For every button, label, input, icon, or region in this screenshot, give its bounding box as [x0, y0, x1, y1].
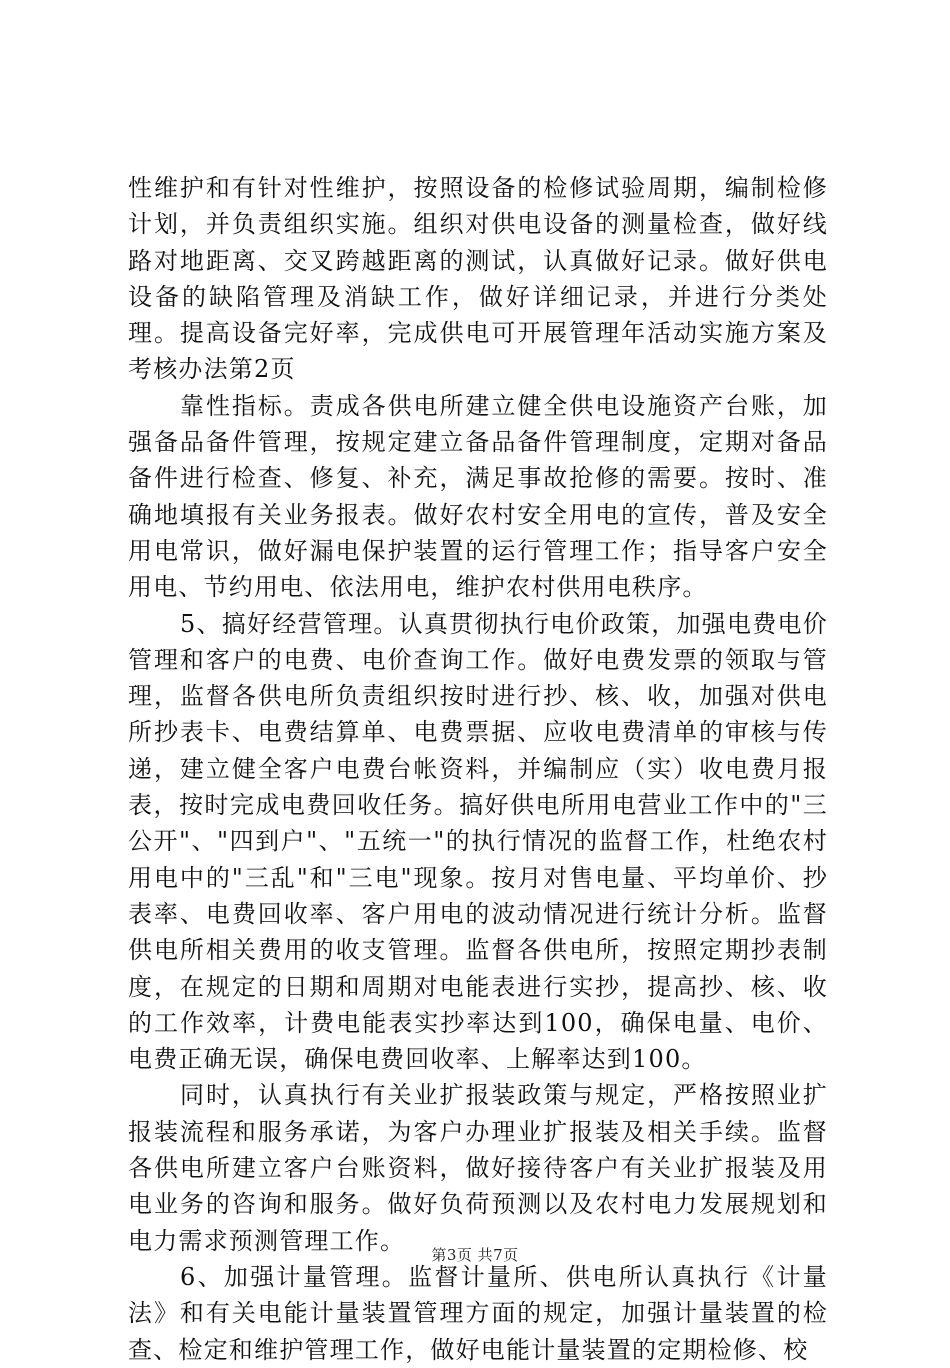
paragraph-1: 性维护和有针对性维护，按照设备的检修试验周期，编制检修计划，并负责组织实施。组织对供电设备的测量检查，做好线路对地距离、交叉跨越距离的测试，认真做好记录。做好供电设备的缺陷管理及消缺工作，做好详细记录，并进行分类处理。提高设备完好率，完成供电可开展管理年活动实施方案及考核办法第2页: [128, 174, 828, 384]
paragraph-3: 5、搞好经营管理。认真贯彻执行电价政策，加强电费电价管理和客户的电费、电价查询工作。做好电费发票的领取与管理，监督各供电所负责组织按时进行抄、核、收，加强对供电所抄表卡、电费结算单、电费票据、应收电费清单的审核与传递，建立健全客户电费台帐资料，并编制应（实）收电费月报表，按时完成电费回收任务。搞好供电所用电营业工作中的"三公开"、"四到户"、"五统一"的执行情况的监督工作，杜绝农村用电中的"三乱"和"三电"现象。按月对售电量、平均单价、抄表率、电费回收率、客户用电的波动情况进行统计分析。监督供电所相关费用的收支管理。监督各供电所，按照定期抄表制度，在规定的日期和周期对电能表进行实抄，提高抄、核、收的工作效率，计费电能表实抄率达到100，确保电量、电价、电费正确无误，确保电费回收率、上解率达到100。: [128, 609, 828, 1074]
paragraph-2: 靠性指标。责成各供电所建立健全供电设施资产台账，加强备品备件管理，按规定建立备品备件管理制度，定期对备品备件进行检查、修复、补充，满足事故抢修的需要。按时、准确地填报有关业务报表。做好农村安全用电的宣传，普及安全用电常识，做好漏电保护装置的运行管理工作；指导客户安全用电、节约用电、依法用电，维护农村供用电秩序。: [128, 391, 828, 602]
page-footer: 第3页 共7页: [431, 1246, 519, 1264]
paragraph-4: 同时，认真执行有关业扩报装政策与规定，严格按照业扩报装流程和服务承诺，为客户办理业扩报装及相关手续。监督各供电所建立客户台账资料，做好接待客户有关业扩报装及用电业务的咨询和服务。做好负荷预测以及农村电力发展规划和电力需求预测管理工作。: [128, 1081, 828, 1255]
document-body: [128, 170, 828, 1368]
paragraph-5: 6、加强计量管理。监督计量所、供电所认真执行《计量法》和有关电能计量装置管理方面的规定，加强计量装置的检查、检定和维护管理工作，做好电能计量装置的定期检修、校: [128, 1262, 828, 1364]
